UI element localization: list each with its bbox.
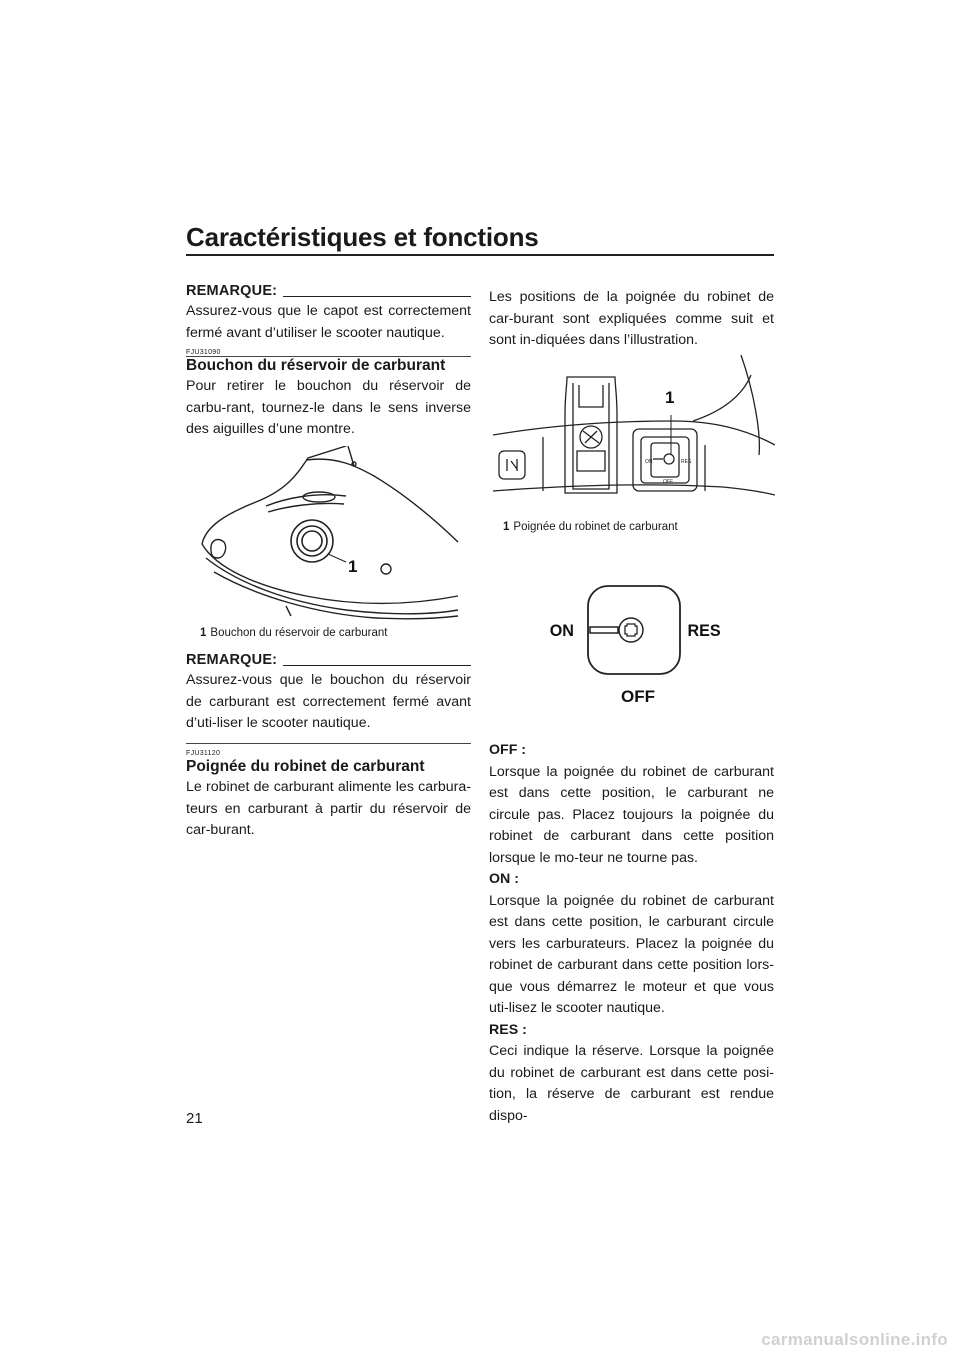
remark-heading: REMARQUE: (186, 283, 278, 299)
res-label: RES (687, 620, 721, 641)
fuel-cock-positions-diagram (545, 584, 725, 710)
fuel-cap-illustration (196, 446, 464, 624)
fuel-cock-console-illustration (493, 355, 775, 507)
res-position-text: Ceci indique la réserve. Lorsque la poignée du robinet de carburant est dans cette posi-tion, la réserve de carburant est rendue dispo- (489, 1043, 774, 1124)
remark-text: Assurez-vous que le bouchon du réservoir de carburant est correctement fermé avant d’uti-liser le scooter nautique. (186, 672, 471, 731)
off-position-text: Lorsque la poignée du robinet de carburant est dans cette position, le carburant ne circule pas. Placez toujours la poignée du robinet de carburant dans cette position lorsque le mo-teur ne tourne pas. (489, 763, 774, 866)
page-title: Caractéristiques et fonctions (186, 222, 539, 252)
small-off-label: OFF (663, 479, 673, 485)
remark-2 (186, 652, 471, 744)
section-title: Poignée du robinet de carburant (186, 758, 425, 775)
on-position-text: Lorsque la poignée du robinet de carburant est dans cette position, le carburant circule vers les carburateurs. Placez la poignée du robinet de carburant dans cette position lors-que vous démarrez le moteur et que vous uti-lisez le scooter nautique. (489, 892, 774, 1016)
section-title: Bouchon du réservoir de carburant (186, 357, 446, 374)
remark-text: Assurez-vous que le capot est correctement fermé avant d’utiliser le scooter nautique. (186, 303, 471, 341)
on-position-label: ON : (489, 871, 519, 887)
on-label: ON (549, 620, 574, 641)
remark-heading: REMARQUE: (186, 652, 278, 668)
caption-number: 1 (200, 627, 207, 639)
section-fuel-cock (186, 750, 471, 842)
section-fuel-cap (186, 349, 471, 441)
fuel-cap-callout: 1 (348, 557, 358, 576)
small-res-label: RES (681, 459, 692, 465)
intro-text: Les positions de la poignée du robinet de car-burant sont expliquées comme suit et sont in-diquées dans l’illustration. (489, 289, 774, 348)
caption-number: 1 (503, 521, 510, 533)
off-position-label: OFF : (489, 742, 527, 758)
positions-list (489, 740, 774, 1127)
fuel-cap-caption (200, 627, 387, 639)
caption-text: Poignée du robinet de carburant (513, 521, 678, 533)
remark-end-rule (186, 743, 471, 744)
page-number: 21 (186, 1110, 203, 1127)
fuel-cock-callout: 1 (665, 388, 675, 407)
title-rule (186, 254, 774, 256)
watermark: carmanualsonline.info (761, 1330, 948, 1349)
section-text: Le robinet de carburant alimente les carbura-teurs en carburant à partir du réservoir de car-burant. (186, 779, 471, 838)
remark-1 (186, 283, 471, 357)
res-position-label: RES : (489, 1021, 527, 1038)
section-text: Pour retirer le bouchon du réservoir de carbu-rant, tournez-le dans le sens inverse des aiguilles d’une montre. (186, 378, 471, 437)
small-on-label: ON (645, 459, 653, 465)
section-code: FJU31090 (186, 349, 221, 356)
off-label: OFF (621, 687, 655, 706)
section-code: FJU31120 (186, 750, 221, 757)
fuel-cock-caption (503, 521, 678, 533)
caption-text: Bouchon du réservoir de carburant (210, 627, 388, 639)
